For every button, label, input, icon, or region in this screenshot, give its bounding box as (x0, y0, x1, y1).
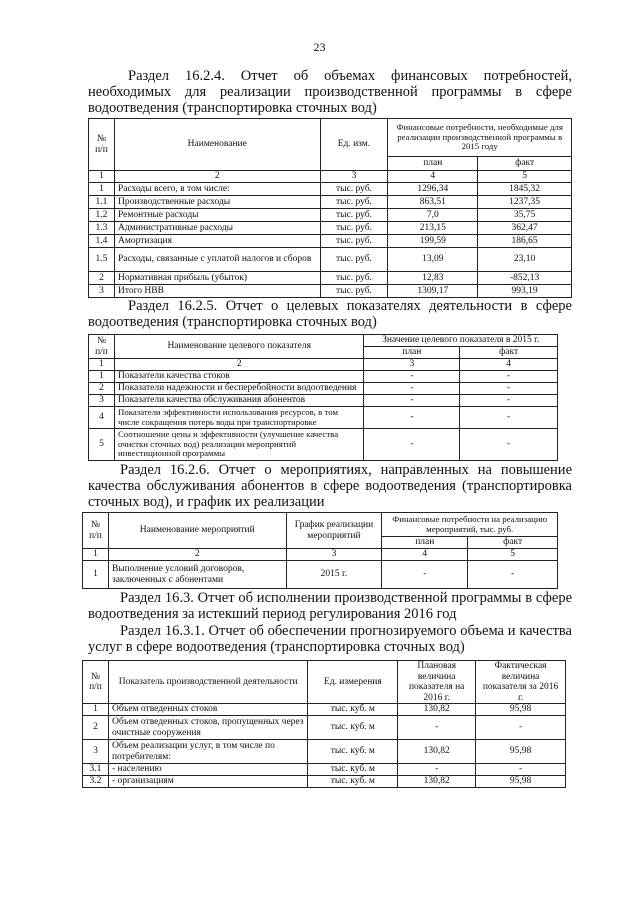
row-fact: 186,65 (478, 235, 572, 248)
row-plan: 130,82 (398, 704, 476, 716)
row-unit: тыс. руб. (320, 209, 388, 222)
table-row (83, 740, 566, 764)
row-unit: тыс. куб. м (308, 704, 398, 716)
row-plan: - (398, 716, 476, 740)
header-num: № п/п (83, 513, 109, 549)
row-fact: - (460, 429, 558, 461)
table-row (83, 561, 558, 589)
row-name: Показатели эффективности использования ресурсов, в том числе сокращения потерь воды при транспортировке (114, 407, 363, 429)
row-num: 3.2 (83, 776, 109, 788)
colnum: 3 (320, 171, 388, 183)
row-num: 2 (89, 272, 115, 285)
row-unit: тыс. руб. (320, 285, 388, 298)
row-plan: 7,0 (388, 209, 478, 222)
table-row (89, 383, 558, 395)
row-name: Производственные расходы (114, 196, 320, 209)
row-num: 1 (89, 371, 115, 383)
table-row (89, 285, 572, 298)
row-num: 3 (83, 740, 109, 764)
row-unit: тыс. руб. (320, 222, 388, 235)
table-row (89, 248, 572, 272)
table-row (89, 183, 572, 196)
row-plan: - (364, 383, 460, 395)
row-name: Выполнение условий договоров, заключенных с абонентами (108, 561, 286, 589)
row-plan: 1296,34 (388, 183, 478, 196)
row-num: 4 (89, 407, 115, 429)
row-plan: - (382, 561, 468, 589)
table-row (83, 776, 566, 788)
target-indicators-table (88, 334, 558, 461)
row-fact: 95,98 (476, 704, 566, 716)
row-fact: - (460, 395, 558, 407)
section-16-3-1-heading: Раздел 16.3.1. Отчет об обеспечении прогнозируемого объема и качества услуг в сфере водоотведения (транспортировка сточных вод) (88, 623, 572, 655)
table-row (83, 704, 566, 716)
volume-quality-table (82, 660, 566, 788)
table-row (89, 407, 558, 429)
row-unit: тыс. куб. м (308, 740, 398, 764)
measures-table (82, 512, 558, 589)
page-number: 23 (313, 40, 326, 54)
row-fact: - (460, 383, 558, 395)
row-plan: 213,15 (388, 222, 478, 235)
colnum: 3 (364, 359, 460, 371)
row-num: 2 (83, 716, 109, 740)
table-row (89, 196, 572, 209)
row-plan: 13,09 (388, 248, 478, 272)
row-num: 1.4 (89, 235, 115, 248)
row-name: Показатели качества обслуживания абонентов (114, 395, 363, 407)
colnum: 5 (468, 549, 558, 561)
row-fact: - (460, 407, 558, 429)
row-name: - организациям (108, 776, 307, 788)
row-num: 1 (83, 704, 109, 716)
row-num: 1 (89, 183, 115, 196)
row-name: Показатели качества стоков (114, 371, 363, 383)
header-fact: факт (468, 537, 558, 549)
header-financial-needs: Финансовые потребности, необходимые для реализации производственной программы в 2015 году (388, 119, 572, 157)
row-plan: - (364, 407, 460, 429)
row-name: Ремонтные расходы (114, 209, 320, 222)
row-fact: 95,98 (476, 776, 566, 788)
header-fact: Фактическая величина показателя за 2016 г. (476, 661, 566, 704)
colnum: 2 (108, 549, 286, 561)
row-plan: 130,82 (398, 740, 476, 764)
row-name: Расходы, связанные с уплатой налогов и сборов (114, 248, 320, 272)
row-unit: тыс. куб. м (308, 764, 398, 776)
header-plan: план (382, 537, 468, 549)
row-name: Объем отведенных стоков, пропущенных через очистные сооружения (108, 716, 307, 740)
row-name: Объем отведенных стоков (108, 704, 307, 716)
row-num: 2 (89, 383, 115, 395)
row-num: 1 (83, 561, 109, 589)
row-fact: - (468, 561, 558, 589)
header-plan: план (364, 347, 460, 359)
row-num: 3.1 (83, 764, 109, 776)
table-row (83, 716, 566, 740)
header-name: Наименование целевого показателя (114, 335, 363, 359)
row-name: Показатели надежности и бесперебойности водоотведения (114, 383, 363, 395)
row-fact: 1237,35 (478, 196, 572, 209)
header-num: № п/п (89, 119, 115, 171)
row-unit: тыс. руб. (320, 248, 388, 272)
financial-needs-table (88, 118, 572, 298)
row-name: Амортизация (114, 235, 320, 248)
row-plan: 199,59 (388, 235, 478, 248)
table-row (89, 272, 572, 285)
header-name: Наименование (114, 119, 320, 171)
row-plan: - (364, 371, 460, 383)
header-name: Наименование мероприятий (108, 513, 286, 549)
row-unit: тыс. руб. (320, 235, 388, 248)
row-fact: 35,75 (478, 209, 572, 222)
table-row (89, 235, 572, 248)
header-unit: Ед. измерения (308, 661, 398, 704)
row-plan: 12,83 (388, 272, 478, 285)
colnum: 5 (478, 171, 572, 183)
section-16-2-4-heading: Раздел 16.2.4. Отчет об объемах финансовых потребностей, необходимых для реализации производственной программы в сфере водоотведения (транспортировка сточных вод) (88, 68, 572, 116)
header-value: Значение целевого показателя в 2015 г. (364, 335, 558, 347)
colnum: 4 (460, 359, 558, 371)
row-plan: 863,51 (388, 196, 478, 209)
row-plan: 130,82 (398, 776, 476, 788)
row-num: 3 (89, 395, 115, 407)
row-fact: - (476, 764, 566, 776)
row-unit: тыс. куб. м (308, 716, 398, 740)
header-plan: план (388, 157, 478, 171)
row-plan: - (364, 395, 460, 407)
colnum: 1 (89, 171, 115, 183)
row-num: 1.3 (89, 222, 115, 235)
colnum: 2 (114, 359, 363, 371)
table-row (83, 764, 566, 776)
row-name: - населению (108, 764, 307, 776)
row-fact: 993,19 (478, 285, 572, 298)
table-row (89, 371, 558, 383)
table-row (89, 429, 558, 461)
row-name: Объем реализации услуг, в том числе по потребителям: (108, 740, 307, 764)
table-row (89, 395, 558, 407)
colnum: 3 (286, 549, 382, 561)
row-name: Итого НВВ (114, 285, 320, 298)
header-unit: Ед. изм. (320, 119, 388, 171)
colnum: 2 (114, 171, 320, 183)
row-plan: - (364, 429, 460, 461)
row-unit: тыс. куб. м (308, 776, 398, 788)
table-row (89, 222, 572, 235)
row-fact: - (476, 716, 566, 740)
header-num: № п/п (83, 661, 109, 704)
row-num: 5 (89, 429, 115, 461)
row-unit: тыс. руб. (320, 196, 388, 209)
row-fact: 23,10 (478, 248, 572, 272)
row-schedule: 2015 г. (286, 561, 382, 589)
colnum: 1 (83, 549, 109, 561)
header-fact: факт (460, 347, 558, 359)
section-16-3-heading: Раздел 16.3. Отчет об исполнении производственной программы в сфере водоотведения за истекший период регулирования 2016 год (88, 590, 572, 622)
row-name: Нормативная прибыль (убыток) (114, 272, 320, 285)
header-financial-needs: Финансовые потребности на реализацию мероприятий, тыс. руб. (382, 513, 558, 537)
row-plan: 1309,17 (388, 285, 478, 298)
colnum: 4 (388, 171, 478, 183)
header-num: № п/п (89, 335, 115, 359)
row-fact: -852,13 (478, 272, 572, 285)
table-row (89, 209, 572, 222)
colnum: 4 (382, 549, 468, 561)
header-name: Показатель производственной деятельности (108, 661, 307, 704)
header-plan: Плановая величина показателя на 2016 г. (398, 661, 476, 704)
row-fact: 362,47 (478, 222, 572, 235)
section-16-2-6-heading: Раздел 16.2.6. Отчет о мероприятиях, направленных на повышение качества обслуживания абонентов в сфере водоотведения (транспортировка сточных вод), и график их реализации (88, 462, 572, 510)
header-schedule: График реализации мероприятий (286, 513, 382, 549)
row-fact: 1845,32 (478, 183, 572, 196)
row-fact: - (460, 371, 558, 383)
row-plan: - (398, 764, 476, 776)
header-fact: факт (478, 157, 572, 171)
row-fact: 95,98 (476, 740, 566, 764)
row-num: 3 (89, 285, 115, 298)
row-name: Соотношение цены и эффективности (улучшение качества очистки сточных вод) реализации мероприятий инвестиционной программы (114, 429, 363, 461)
row-num: 1.5 (89, 248, 115, 272)
row-unit: тыс. руб. (320, 183, 388, 196)
row-name: Расходы всего, в том числе: (114, 183, 320, 196)
section-16-2-5-heading: Раздел 16.2.5. Отчет о целевых показателях деятельности в сфере водоотведения (транспортировка сточных вод) (88, 298, 572, 330)
row-unit: тыс. руб. (320, 272, 388, 285)
row-name: Административные расходы (114, 222, 320, 235)
row-num: 1.2 (89, 209, 115, 222)
colnum: 1 (89, 359, 115, 371)
row-num: 1.1 (89, 196, 115, 209)
